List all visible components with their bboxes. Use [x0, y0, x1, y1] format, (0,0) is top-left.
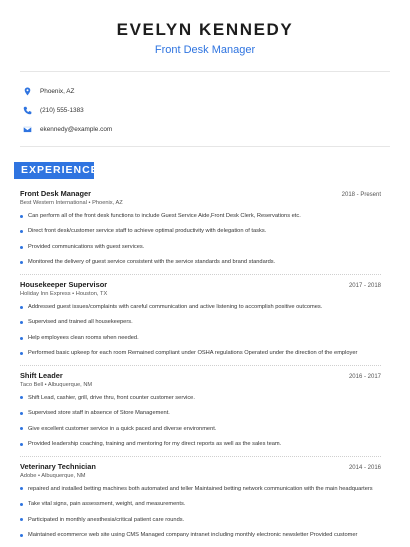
- job-bullets: [20, 303, 381, 358]
- job-company: Taco Bell • Albuquerque, NM: [20, 381, 93, 388]
- job-company: Holiday Inn Express • Houston, TX: [20, 290, 108, 297]
- job-separator: [20, 365, 381, 366]
- contact-location: [22, 82, 112, 101]
- job-bullet: Can perform all of the front desk functions to include Guest Service Aide,Front Desk Clerk, Reservations etc.: [20, 212, 381, 220]
- job-bullet: Monitored the delivery of guest service consistent with the service standards and brand standards.: [20, 258, 381, 266]
- resume-header: [0, 0, 410, 56]
- contact-phone: [22, 101, 112, 120]
- job-bullet: Direct front desk/customer service staff to achieve optimal productivity with delegation of tasks.: [20, 227, 381, 235]
- job-role: Shift Leader: [20, 370, 63, 380]
- candidate-name: EVELYN KENNEDY: [116, 20, 294, 39]
- job-bullet: Help employees clean rooms when needed.: [20, 334, 381, 342]
- experience-list: [20, 189, 381, 547]
- contact-email: [22, 120, 112, 139]
- job-company: Adobe • Albuquerque, NM: [20, 472, 86, 479]
- contact-list: [22, 82, 112, 139]
- job-bullet: Supervised and trained all housekeepers.: [20, 318, 381, 326]
- job-bullet: Performed basic upkeep for each room Remained compliant under OSHA regulations Operated under the direction of the employer: [20, 349, 381, 357]
- contact-location-text: Phoenix, AZ: [40, 88, 75, 95]
- job-entry: [20, 189, 381, 267]
- job-bullet: Maintained ecommerce web site using CMS Managed company intranet including monthly electronic newsletter Provided customer: [20, 531, 381, 539]
- experience-section-heading: EXPERIENCE: [14, 162, 94, 179]
- header-divider: [20, 71, 390, 72]
- contact-divider: [20, 146, 390, 147]
- contact-email-text: ekennedy@example.com: [40, 126, 113, 133]
- job-bullet: Participated in monthly anesthesia/critical patient care rounds.: [20, 516, 381, 524]
- job-entry: [20, 462, 381, 540]
- job-bullet: Addressed guest issues/complaints with careful communication and active listening to accomplish positive outcomes.: [20, 303, 381, 311]
- job-bullets: [20, 394, 381, 449]
- job-bullet: Shift Lead, cashier, grill, drive thru, front counter customer service.: [20, 394, 381, 402]
- job-separator: [20, 274, 381, 275]
- job-dates: 2017 - 2018: [348, 282, 381, 289]
- job-role: Front Desk Manager: [20, 189, 92, 198]
- job-bullets: [20, 212, 381, 267]
- job-bullet: Provided communications with guest services.: [20, 243, 381, 251]
- candidate-title: Front Desk Manager: [154, 44, 256, 56]
- location-pin-icon: [22, 87, 32, 97]
- job-bullets: [20, 485, 381, 540]
- phone-icon: [22, 106, 32, 116]
- job-dates: 2016 - 2017: [348, 373, 381, 380]
- job-bullet: Take vital signs, pain assessment, weight, and measurements.: [20, 500, 381, 508]
- contact-phone-text: (210) 555-1383: [40, 107, 84, 114]
- job-entry: [20, 280, 381, 358]
- job-entry: [20, 371, 381, 449]
- job-bullet: Give excellent customer service in a quick paced and diverse environment.: [20, 425, 381, 433]
- job-bullet: Provided leadership coaching, training and mentoring for my direct reports as well as the sales team.: [20, 440, 381, 448]
- job-dates: 2018 - Present: [341, 192, 381, 198]
- job-role: Veterinary Technician: [20, 461, 96, 471]
- email-icon: [22, 125, 32, 135]
- job-company: Best Western International • Phoenix, AZ: [20, 200, 123, 206]
- job-bullet: Supervised store staff in absence of Store Management.: [20, 409, 381, 417]
- job-role: Housekeeper Supervisor: [20, 279, 108, 289]
- job-dates: 2014 - 2016: [348, 464, 381, 471]
- job-separator: [20, 456, 381, 457]
- job-bullet: repaired and installed betting machines both automated and teller Maintained betting network communication with the main headquarters: [20, 485, 381, 493]
